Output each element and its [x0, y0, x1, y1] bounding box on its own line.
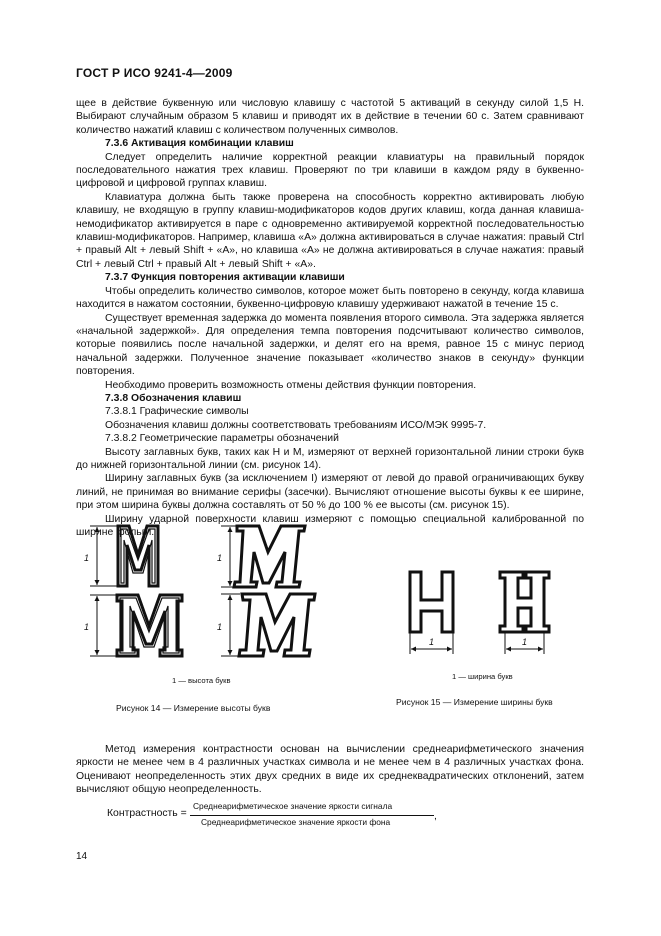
fraction-bar [190, 815, 434, 816]
paragraph-contrast-method: Метод измерения контрастности основан на вычислении среднеарифметического значения яркости не менее чем в 4 различных участках символа и не менее чем в 4 различных участках фона. Оценивают неопределенность этих двух средних в виде их среднеквадратических отклонений, затем вычисляют общую неопределенность. [76, 744, 584, 796]
fig15-dim-label-2: 1 [522, 637, 528, 647]
section-heading: 7.3.8 Обозначения клавиш [105, 392, 242, 404]
fig14-dim-label-1: 1 [84, 553, 90, 563]
fig14-dim-label-4: 1 [217, 622, 223, 632]
formula-label: Контрастность = [107, 808, 187, 819]
formula-numerator: Среднеарифметическое значение яркости сигнала [193, 801, 393, 811]
letter-m-serif-1 [234, 526, 305, 587]
fig14-dim-label-3: 1 [217, 553, 223, 563]
figure-14-letters [117, 526, 315, 656]
paragraph: 7.3.8.1 Графические символы [105, 406, 249, 418]
figure-15-legend: 1 — ширина букв [452, 672, 513, 681]
fig14-dim-label-2: 1 [84, 622, 90, 632]
letter-h-sans [410, 572, 453, 632]
figure-15-caption: Рисунок 15 — Измерение ширины букв [396, 697, 553, 707]
paragraph: Обозначения клавиш должны соответствовать требованиям ИСО/МЭК 9995-7. [105, 419, 487, 431]
paragraph: Высоту заглавных букв, таких как Н и М, измеряют от верхней горизонтальной линии строки букв до нижней горизонтальной линии (см. рисунок 14). [76, 446, 584, 471]
formula-comma: , [434, 811, 437, 822]
paragraph: Ширину ударной поверхности клавиш измеряют с помощью специальной калиброванной по ширине фольги. [76, 513, 584, 538]
paragraph: Клавиатура должна быть также проверена на способность корректно активировать любую клавишу, не входящую в группу клавиш-модификаторов кодов других клавиш, когда данная клавиша-немодификатор активируется в паре с одновременно активируемой корректной последовательностью клавиш-модификаторов. Например, клавиша «А» должна активироваться в случае нажатия: правый Ctrl + правый Alt + левый Shift + «А», но клавиша «А» не должна активироваться в случае нажатия: правый Ctrl + левый Ctrl + правый Alt + левый Shift + «А». [76, 191, 584, 270]
paragraph: щее в действие буквенную или числовую клавишу с частотой 5 активаций в секунду силой 1,5 Н. Выбирают случайным образом 5 клавиш и приводят их в действие в течении 60 с. Затем сравнивают количество нажатий клавиш с количеством полученных символов. [76, 98, 584, 136]
figure-14-caption: Рисунок 14 — Измерение высоты букв [116, 703, 271, 713]
formula-denominator: Среднеарифметическое значение яркости фона [201, 817, 391, 827]
letter-h-serif [500, 572, 549, 632]
letter-m-serif-2 [239, 594, 315, 656]
paragraph: Существует временная задержка до момента появления второго символа. Эта задержка является «начальной задержкой». Для определения темпа повторения подсчитывают количество символов, которые появились после начальной задержки, и делят его на время, равное 15 с минус период начальной задержки. Полученное значение показывает «количество знаков в секунду» функции повторения. [76, 312, 584, 378]
paragraph: 7.3.8.2 Геометрические параметры обозначений [105, 433, 339, 445]
fig15-dim-label-1: 1 [429, 637, 435, 647]
contrast-paragraph [76, 743, 584, 797]
section-heading: 7.3.6 Активация комбинации клавиш [105, 138, 294, 150]
section-heading: 7.3.7 Функция повторения активации клавиши [105, 272, 345, 284]
document-header: ГОСТ Р ИСО 9241-4—2009 [76, 66, 233, 80]
paragraph: Чтобы определить количество символов, которое может быть повторено в секунду, когда клавиша находится в нажатом состоянии, буквенно-цифровую клавишу удерживают нажатой в течение 15 с. [76, 285, 584, 311]
page-number: 14 [76, 851, 88, 862]
paragraph: Ширину заглавных букв (за исключением I) измеряют от левой до правой ограничивающих букву линий, не принимая во внимание серифы (засечки). Вычисляют отношение высоты буквы к ее ширине, при этом ширина буквы должна составлять от 50 % до 100 % ее высоты (см. рисунок 15). [76, 473, 584, 512]
figure-14-legend: 1 — высота букв [172, 676, 231, 685]
paragraph: Следует определить наличие корректной реакции клавиатуры на правильный порядок последовательного нажатия трех клавиш. Проверяют по три клавиши в каждом ряду в буквенно-цифровой и цифровой группах клавиш. [76, 151, 584, 190]
paragraph: Необходимо проверить возможность отмены действия функции повторения. [105, 379, 477, 391]
